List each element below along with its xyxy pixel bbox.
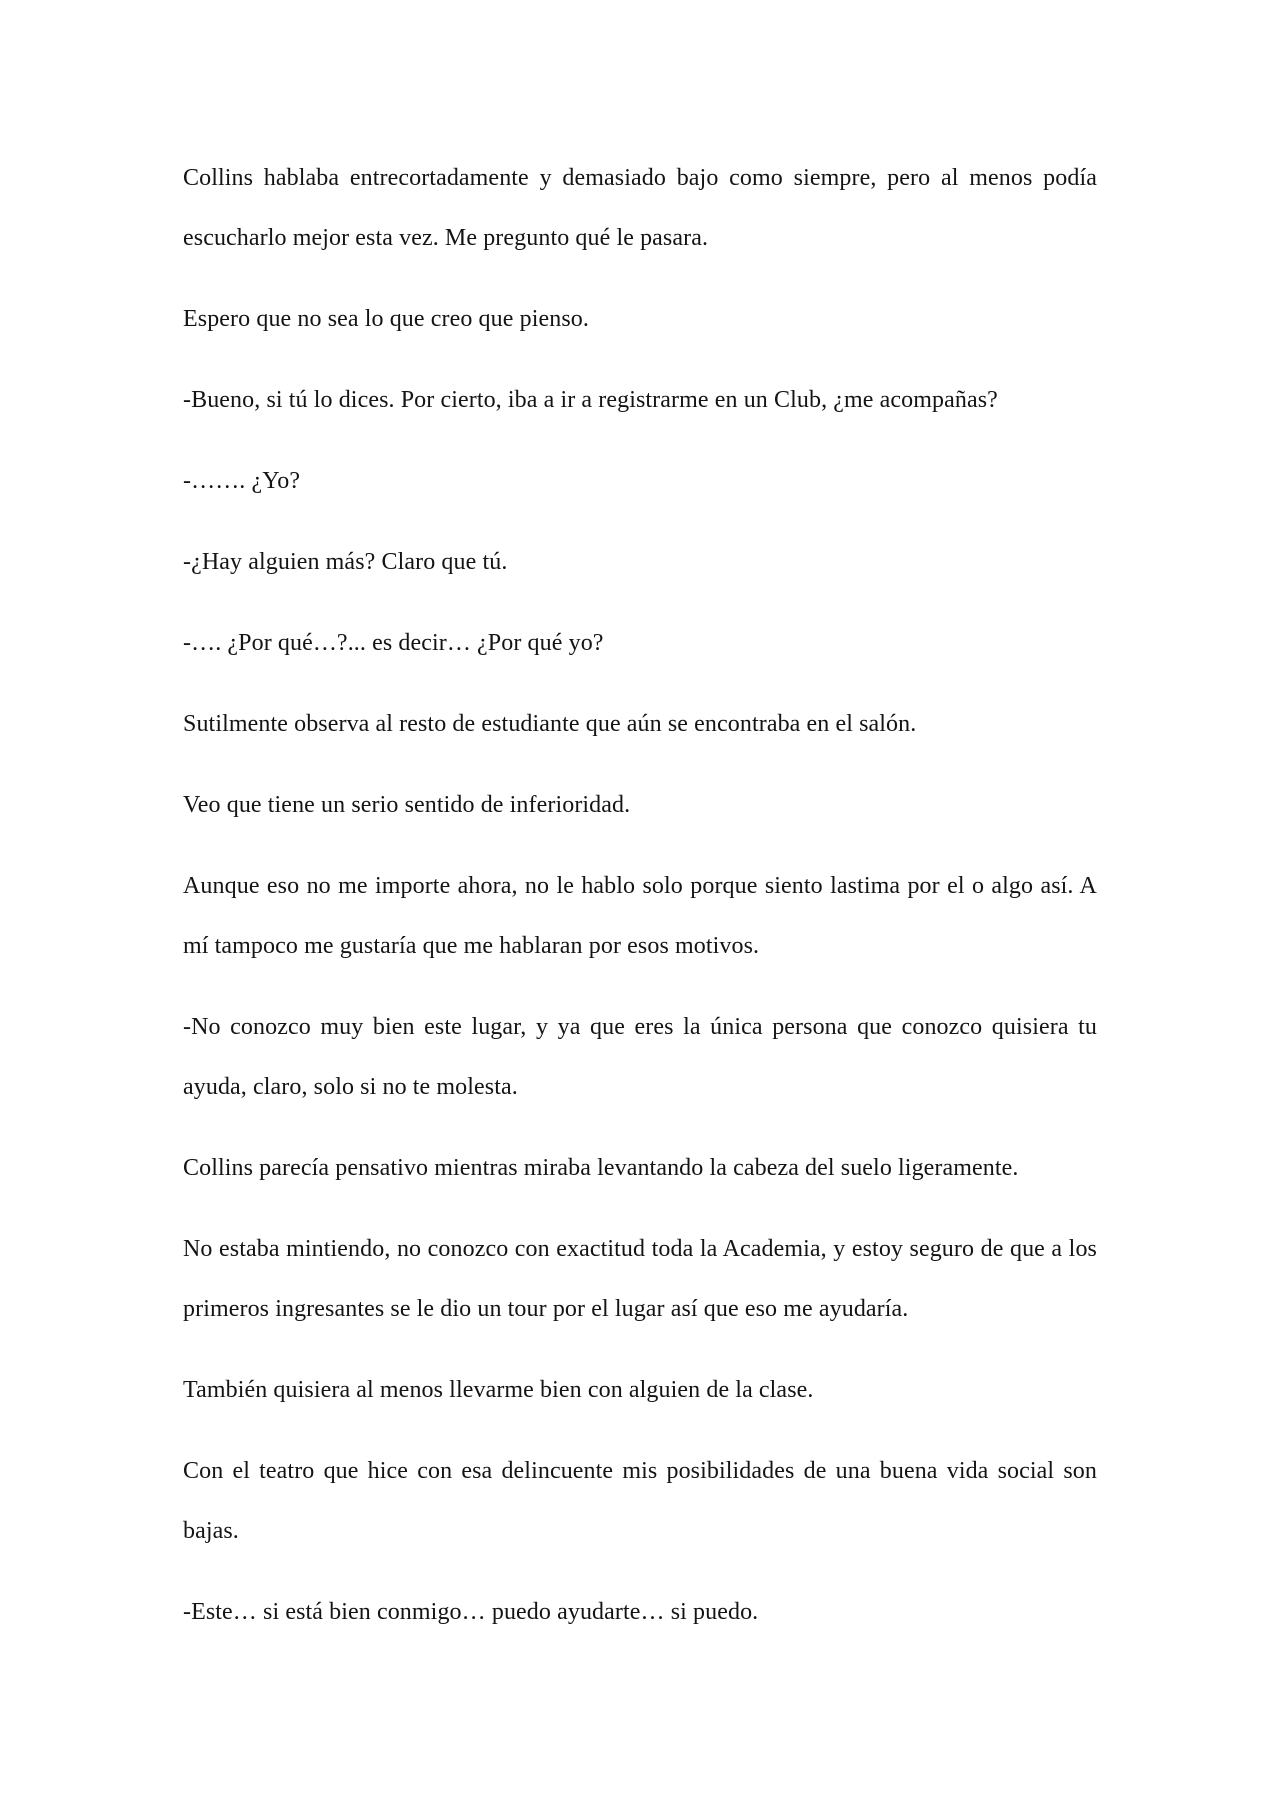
paragraph-14: Con el teatro que hice con esa delincuente mis posibilidades de una buena vida social son bajas.	[183, 1458, 1097, 1544]
paragraph-1: Collins hablaba entrecortadamente y demasiado bajo como siempre, pero al menos podía escucharlo mejor esta vez. Me pregunto qué le pasara.	[183, 165, 1097, 251]
paragraph-13: También quisiera al menos llevarme bien con alguien de la clase.	[183, 1377, 814, 1403]
paragraph-7: Sutilmente observa al resto de estudiante que aún se encontraba en el salón.	[183, 711, 917, 737]
paragraph-8: Veo que tiene un serio sentido de inferioridad.	[183, 792, 631, 818]
paragraph-6: -…. ¿Por qué…?... es decir… ¿Por qué yo?	[183, 630, 604, 656]
paragraph-12: No estaba mintiendo, no conozco con exactitud toda la Academia, y estoy seguro de que a los primeros ingresantes se le dio un tour por el lugar así que eso me ayudaría.	[183, 1236, 1097, 1322]
paragraph-3: -Bueno, si tú lo dices. Por cierto, iba a ir a registrarme en un Club, ¿me acompañas?	[183, 387, 998, 413]
paragraph-2: Espero que no sea lo que creo que pienso.	[183, 306, 589, 332]
paragraph-9: Aunque eso no me importe ahora, no le hablo solo porque siento lastima por el o algo así. A mí tampoco me gustaría que me hablaran por esos motivos.	[183, 873, 1097, 959]
paragraph-10: -No conozco muy bien este lugar, y ya que eres la única persona que conozco quisiera tu ayuda, claro, solo si no te molesta.	[183, 1014, 1097, 1100]
paragraph-11: Collins parecía pensativo mientras miraba levantando la cabeza del suelo ligeramente.	[183, 1155, 1019, 1181]
paragraph-15: -Este… si está bien conmigo… puedo ayudarte… si puedo.	[183, 1599, 759, 1625]
paragraph-5: -¿Hay alguien más? Claro que tú.	[183, 549, 508, 575]
paragraph-4: -……. ¿Yo?	[183, 468, 301, 494]
